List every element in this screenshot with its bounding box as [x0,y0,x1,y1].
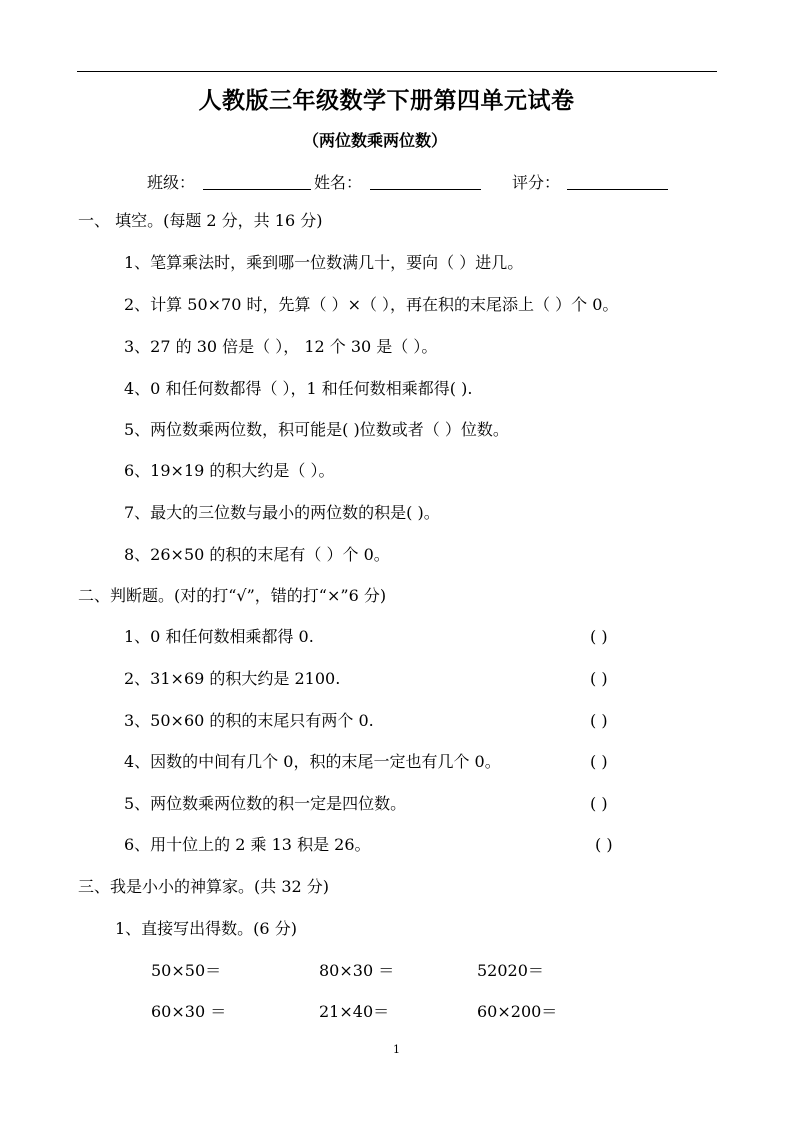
fill-question: 6、19×19 的积大约是（ ）。 [124,461,335,480]
calc-item: 21×40＝ [319,1002,390,1021]
judge-question: 4、因数的中间有几个 0，积的末尾一定也有几个 0。 [124,752,501,771]
score-blank[interactable] [567,189,668,190]
class-blank[interactable] [203,189,311,190]
judge-answer-paren[interactable]: ( ) [590,794,608,813]
judge-question: 6、用十位上的 2 乘 13 积是 26。 [124,835,371,854]
judge-answer-paren[interactable]: ( ) [590,711,608,730]
calc-item: 80×30 ＝ [319,961,395,980]
fill-question: 2、计算 50×70 时，先算（ ）×（ ），再在积的末尾添上（ ）个 0。 [124,295,619,314]
top-rule [77,71,717,72]
calc-item: 50×50＝ [151,961,222,980]
judge-question: 2、31×69 的积大约是 2100. [124,669,341,688]
judge-question: 5、两位数乘两位数的积一定是四位数。 [124,794,407,813]
judge-answer-paren[interactable]: ( ) [590,752,608,771]
calc-item: 60×200＝ [477,1002,558,1021]
fill-question: 4、0 和任何数都得（ ），1 和任何数相乘都得( ). [124,379,473,398]
section3-heading: 三、我是小小的神算家。(共 32 分) [78,877,330,896]
calc-item: 52020＝ [477,961,544,980]
calc-item: 60×30 ＝ [151,1002,227,1021]
student-info-row [0,170,793,194]
name-blank[interactable] [370,189,481,190]
page-number: 1 [393,1043,400,1056]
judge-answer-paren[interactable]: ( ) [590,627,608,646]
fill-question: 5、两位数乘两位数，积可能是( )位数或者（ ）位数。 [124,420,509,439]
section2-heading: 二、判断题。(对的打“√”，错的打“×”6 分) [78,586,387,605]
judge-question: 3、50×60 的积的末尾只有两个 0. [124,711,374,730]
page-title: 人教版三年级数学下册第四单元试卷 [198,87,575,114]
page-subtitle: （两位数乘两位数） [302,131,447,150]
fill-question: 3、27 的 30 倍是（ ）， 12 个 30 是（ ）。 [124,337,438,356]
fill-question: 1、笔算乘法时，乘到哪一位数满几十，要向（ ）进几。 [124,253,524,272]
section1-heading: 一、 填空。(每题 2 分，共 16 分) [78,211,323,230]
section3-sub1: 1、直接写出得数。(6 分) [115,919,297,938]
fill-question: 8、26×50 的积的末尾有（ ）个 0。 [124,545,390,564]
judge-answer-paren[interactable]: ( ) [595,835,613,854]
judge-question: 1、0 和任何数相乘都得 0. [124,627,314,646]
judge-answer-paren[interactable]: ( ) [590,669,608,688]
fill-question: 7、最大的三位数与最小的两位数的积是( )。 [124,503,440,522]
class-label: 班级： [147,173,196,192]
name-label: 姓名： [314,173,363,192]
score-label: 评分： [512,173,561,192]
